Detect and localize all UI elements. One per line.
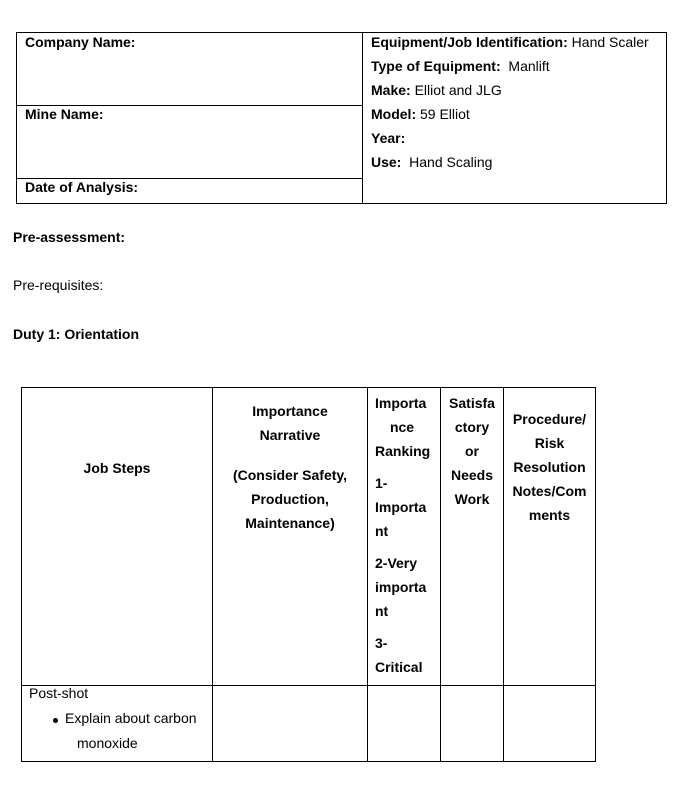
header-row-divider (22, 685, 595, 686)
spacer (213, 447, 367, 463)
spacer (375, 543, 439, 551)
bullet-icon (53, 718, 58, 723)
importance-ranking-line: Importa (375, 395, 427, 411)
importance-narrative-header (213, 399, 367, 535)
procedure-risk-line: ments (528, 507, 571, 523)
model-line (371, 106, 470, 122)
importance-narrative-line: Narrative (259, 427, 321, 443)
make-value: Elliot and JLG (414, 82, 502, 98)
procedure-risk-line: Resolution (513, 459, 586, 475)
importance-narrative-line: Maintenance) (245, 515, 335, 531)
job-step-bullet-line2: monoxide (77, 735, 138, 751)
mine-name-label: Mine Name: (25, 106, 104, 122)
importance-ranking-line: 2-Very (375, 555, 418, 571)
model-value: 59 Elliot (420, 106, 470, 122)
procedure-risk-line: Procedure/ (512, 411, 587, 427)
company-name-label: Company Name: (25, 34, 136, 50)
importance-ranking-line: nt (375, 603, 389, 619)
importance-ranking-line: Ranking (375, 443, 431, 459)
importance-narrative-line: (Consider Safety, (232, 467, 348, 483)
importance-ranking-line: nt (375, 523, 389, 539)
spacer (375, 623, 439, 631)
make-label: Make: (371, 82, 411, 98)
use-line (371, 154, 492, 170)
procedure-risk-header (504, 407, 595, 527)
pre-requisites-text: Pre-requisites: (13, 277, 104, 293)
col-divider-2 (367, 388, 368, 761)
make-line (371, 82, 502, 98)
satisfactory-line: ctory (454, 419, 490, 435)
year-label: Year: (371, 130, 406, 146)
importance-ranking-line: nce (389, 419, 415, 435)
equipment-type-line (371, 58, 550, 74)
importance-ranking-header (375, 391, 439, 679)
equipment-type-value: Manlift (508, 58, 550, 74)
pre-assessment-heading: Pre-assessment: (13, 229, 126, 245)
satisfactory-line: Satisfa (449, 395, 495, 411)
spacer (375, 463, 439, 471)
date-of-analysis-label: Date of Analysis: (25, 179, 139, 195)
importance-narrative-line: Importance (252, 403, 328, 419)
procedure-risk-line: Risk (534, 435, 565, 451)
importance-ranking-line: Critical (375, 659, 423, 675)
importance-ranking-line: importa (375, 579, 427, 595)
header-info-table (16, 32, 667, 204)
importance-ranking-line: 1- (375, 475, 388, 491)
duty-table (21, 387, 596, 762)
procedure-risk-line: Notes/Com (512, 483, 587, 499)
job-step-post-shot: Post-shot (29, 685, 89, 701)
model-label: Model: (371, 106, 417, 122)
satisfactory-line: or (465, 443, 479, 459)
importance-ranking-line: 3- (375, 635, 388, 651)
equipment-id-label: Equipment/Job Identification: (371, 34, 568, 50)
satisfactory-line: Work (454, 491, 490, 507)
satisfactory-line: Needs (450, 467, 494, 483)
duty-title: Duty 1: Orientation (13, 326, 140, 342)
year-line (371, 130, 405, 146)
equipment-id-line (371, 34, 649, 50)
job-steps-header: Job Steps (83, 460, 151, 476)
importance-narrative-line: Production, (251, 491, 329, 507)
job-step-bullet-line1: Explain about carbon (65, 710, 197, 726)
equipment-id-value: Hand Scaler (571, 34, 649, 50)
equipment-type-label: Type of Equipment: (371, 58, 501, 74)
use-value: Hand Scaling (409, 154, 493, 170)
satisfactory-header (441, 391, 503, 511)
use-label: Use: (371, 154, 402, 170)
importance-ranking-line: Importa (375, 499, 427, 515)
